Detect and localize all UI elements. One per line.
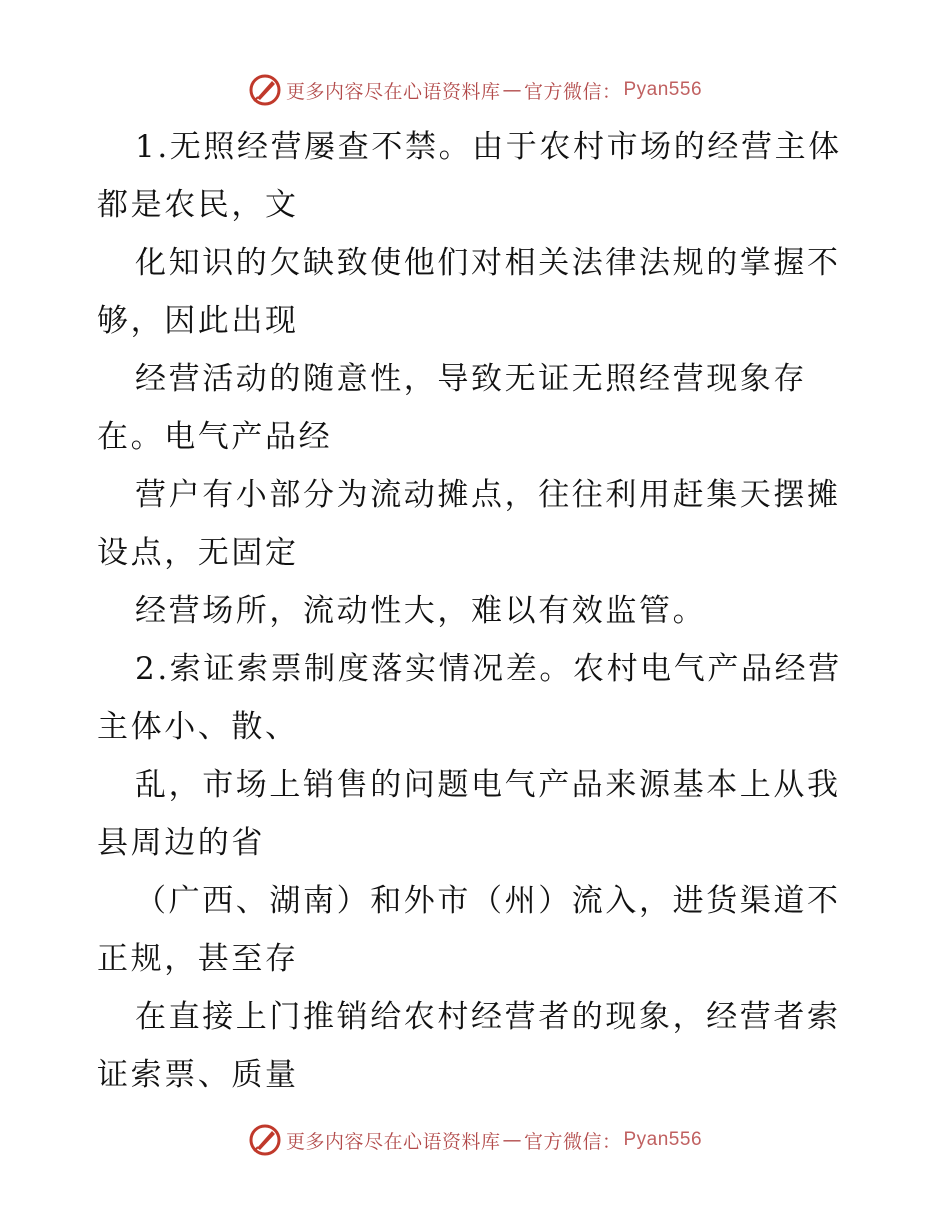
- watermark-dash: —: [502, 1129, 522, 1151]
- text-line: 1.无照经营屡查不禁。由于农村市场的经营主体: [135, 129, 842, 165]
- watermark-wechat-id: Pyan556: [623, 79, 703, 100]
- watermark-site-text: 更多内容尽在心语资料库: [285, 80, 501, 103]
- text-line: （广西、湖南）和外市（州）流入，进货渠道不: [135, 883, 841, 919]
- text-line: 正规，甚至存: [97, 941, 299, 977]
- watermark-wechat-id: Pyan556: [623, 1129, 703, 1150]
- header-watermark: [0, 70, 950, 110]
- text-line: 在直接上门推销给农村经营者的现象，经营者索: [135, 999, 841, 1035]
- text-line: 化知识的欠缺致使他们对相关法律法规的掌握不: [135, 245, 841, 281]
- watermark-official-text: 官方微信：: [523, 80, 622, 103]
- text-line: 证索票、质量: [97, 1057, 299, 1093]
- document-body: [97, 118, 857, 1104]
- watermark-official-text: 官方微信：: [523, 1130, 622, 1153]
- quill-pen-logo-icon: [248, 73, 282, 107]
- text-line: 营户有小部分为流动摊点，往往利用赶集天摆摊: [135, 477, 841, 513]
- quill-pen-logo-icon: [248, 1123, 282, 1157]
- text-line: 经营场所，流动性大，难以有效监管。: [135, 593, 707, 629]
- text-line: 2.索证索票制度落实情况差。农村电气产品经营: [135, 651, 842, 687]
- text-line: 都是农民，文: [97, 187, 299, 223]
- text-line: 主体小、散、: [97, 709, 299, 745]
- text-line: 乱，市场上销售的问题电气产品来源基本上从我: [135, 767, 841, 803]
- text-line: 在。电气产品经: [97, 419, 333, 455]
- watermark-dash: —: [502, 79, 522, 101]
- text-line: 经营活动的随意性，导致无证无照经营现象存: [135, 361, 807, 397]
- text-line: 县周边的省: [97, 825, 265, 861]
- watermark-site-text: 更多内容尽在心语资料库: [285, 1130, 501, 1153]
- text-line: 设点，无固定: [97, 535, 299, 571]
- text-line: 够，因此出现: [97, 303, 299, 339]
- footer-watermark: [0, 1120, 950, 1160]
